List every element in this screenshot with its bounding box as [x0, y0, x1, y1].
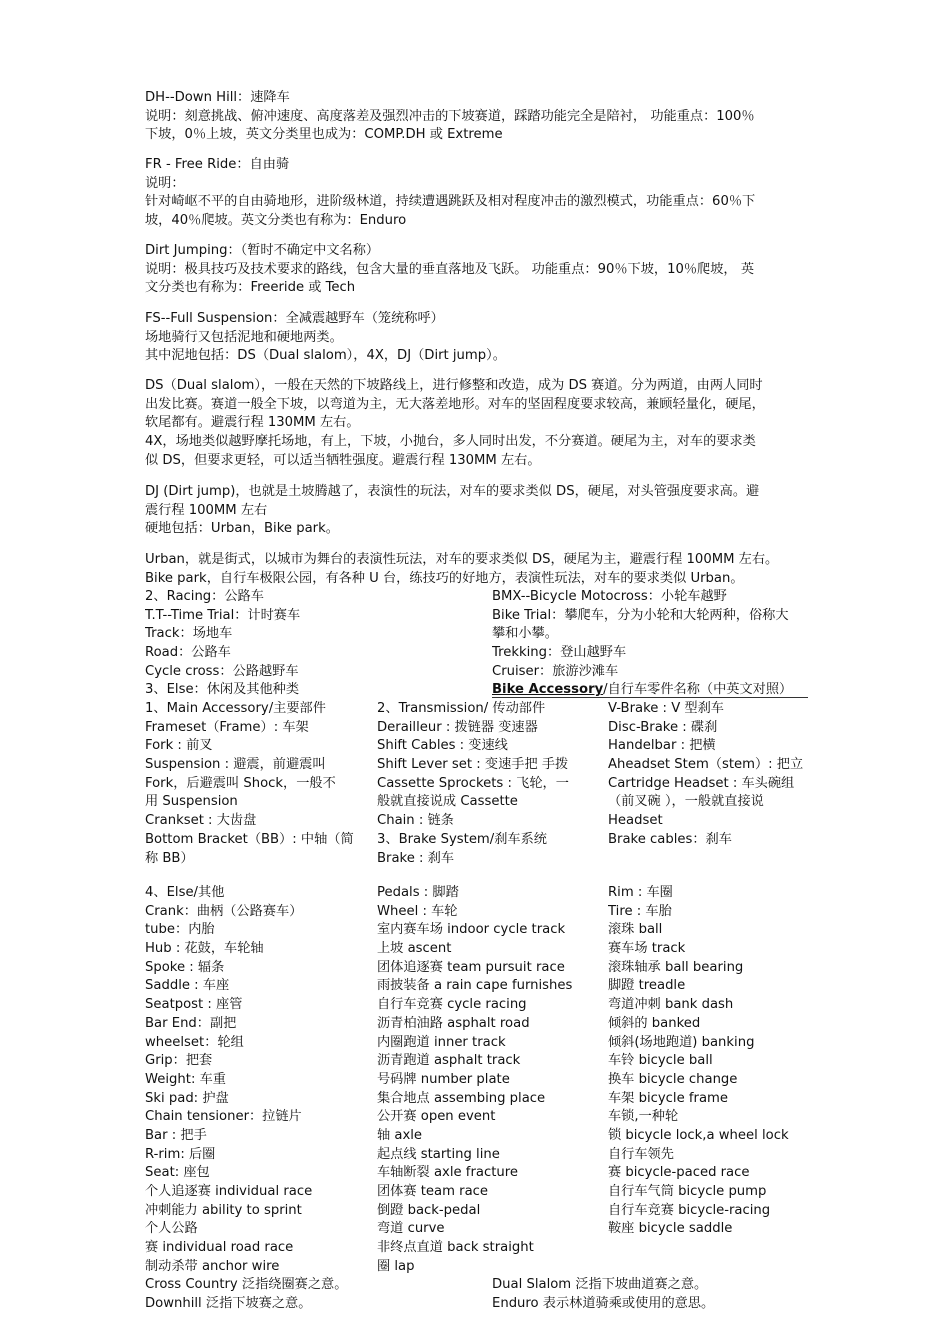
line: 弯道 curve	[377, 1221, 445, 1237]
line: 针对崎岖不平的自由骑地形，进阶级林道，持续遭遇跳跃及相对程度冲击的激烈模式，功能重点：60％下	[145, 194, 756, 210]
section-ds-4x	[145, 377, 810, 470]
line: Crank：曲柄（公路赛车）	[145, 903, 303, 919]
line: Aheadset Stem（stem）: 把立	[608, 757, 804, 773]
line: Seatpost : 座管	[145, 997, 243, 1013]
line: Tire : 车胎	[608, 903, 672, 919]
line: Bottom Bracket（BB）: 中轴（简	[145, 831, 354, 847]
line: 2、Transmission/ 传动部件	[377, 701, 546, 716]
line: 震行程 100MM 左右	[145, 502, 268, 518]
line: V-Brake : V 型刹车	[608, 701, 724, 716]
line: 说明：刻意挑战、俯冲速度、高度落差及强烈冲击的下坡赛道，踩踏功能完全是陪衬， 功能重点：100％	[145, 108, 755, 124]
line: 冲刺能力 ability to sprint	[145, 1202, 302, 1218]
line: Cassette Sprockets : 飞轮，一	[377, 775, 569, 791]
line: 号码牌 number plate	[377, 1071, 510, 1087]
line: 倒蹬 back-pedal	[377, 1202, 481, 1218]
line: Suspension : 避震，前避震叫	[145, 757, 326, 773]
parts-column-3	[608, 700, 838, 850]
line: 轴 axle	[377, 1127, 423, 1143]
line: 3、Brake System/刹车系统	[377, 831, 547, 847]
line: Crankset : 大齿盘	[145, 813, 257, 829]
line: 硬地包括：Urban，Bike park。	[145, 521, 339, 537]
line: Spoke : 辐条	[145, 959, 225, 975]
footer-right	[492, 1276, 812, 1313]
line: Chain : 链条	[377, 813, 454, 829]
line: Bike park，自行车极限公园，有各种 U 台，练技巧的好地方，表演性玩法，对车的要求类似 Urban。	[145, 570, 744, 586]
line: Bar : 把手	[145, 1127, 207, 1143]
line: 坡，40％爬坡。英文分类也有称为：Enduro	[145, 213, 407, 229]
else-column-1	[145, 884, 375, 1276]
line: Pedals : 脚踏	[377, 885, 459, 900]
line: Hub : 花鼓，车轮轴	[145, 941, 264, 957]
line: Headset	[608, 813, 663, 829]
line: 内圈跑道 inner track	[377, 1034, 506, 1050]
line: Bike Trial：攀爬车，分为小轮和大轮两种，俗称大	[492, 607, 789, 623]
line: Fork : 前叉	[145, 738, 213, 754]
line: tube：内胎	[145, 922, 215, 938]
line: 个人追逐赛 individual race	[145, 1184, 313, 1199]
line: Disc-Brake : 碟刹	[608, 719, 718, 735]
accessory-heading-bold: Bike Accessory	[492, 682, 604, 698]
line: BMX--Bicycle Motocross：小轮车越野	[492, 589, 727, 604]
line: Cycle cross：公路越野车	[145, 663, 299, 679]
line: Seat: 座包	[145, 1165, 210, 1181]
line: 称 BB）	[145, 850, 194, 866]
line: Brake : 刹车	[377, 850, 455, 866]
line: 沥青跑道 asphalt track	[377, 1053, 521, 1069]
line: 车轴断裂 axle fracture	[377, 1165, 518, 1181]
accessory-heading-rest: /自行车零件名称（中英文对照）	[603, 682, 793, 698]
section-dirt-jumping	[145, 242, 810, 298]
line: Enduro 表示林道骑乘或使用的意思。	[492, 1295, 715, 1311]
line: 攀和小攀。	[492, 626, 558, 642]
line: Shift Cables : 变速线	[377, 738, 508, 754]
line: 赛 individual road race	[145, 1240, 294, 1256]
line: Trekking：登山越野车	[492, 645, 627, 661]
section-urban	[145, 551, 810, 588]
line: 个人公路	[145, 1221, 198, 1237]
line: 沥青柏油路 asphalt road	[377, 1015, 530, 1031]
line: 出发比赛。赛道一般全下坡，以弯道为主，无大落差地形。对车的坚固程度要求较高，兼顾轻量化，硬尾，	[145, 396, 765, 412]
line: Brake cables：刹车	[608, 831, 732, 847]
else-column-2	[377, 884, 607, 1276]
line: DJ (Dirt jump)，也就是土坡腾越了，表演性的玩法，对车的要求类似 DS，硬尾，对头管强度要求高。避	[145, 484, 760, 499]
line: Shift Lever set : 变速手把 手拨	[377, 757, 569, 773]
line: 自行车气筒 bicycle pump	[608, 1184, 767, 1199]
line: 制动杀带 anchor wire	[145, 1258, 280, 1274]
line: Frameset（Frame）: 车架	[145, 719, 309, 735]
line: 倾斜(场地跑道) banking	[608, 1034, 755, 1050]
line: 室内赛车场 indoor cycle track	[377, 922, 566, 938]
line: Cruiser：旅游沙滩车	[492, 663, 619, 679]
types-right-column	[492, 588, 812, 700]
line: 脚蹬 treadle	[608, 978, 686, 994]
line: 锁 bicycle lock,a wheel lock	[608, 1127, 789, 1143]
line: 车锁,一种轮	[608, 1109, 679, 1125]
line: Wheel : 车轮	[377, 903, 458, 919]
heading-rule	[492, 697, 808, 698]
line: 团体追逐赛 team pursuit race	[377, 959, 565, 975]
line: 赛 bicycle-paced race	[608, 1165, 750, 1181]
line: Rim : 车圈	[608, 885, 673, 900]
section-fr	[145, 156, 810, 231]
line: 3、Else：休闲及其他种类	[145, 682, 300, 698]
line: 1、Main Accessory/主要部件	[145, 701, 326, 716]
line: Cartridge Headset : 车头碗组	[608, 775, 795, 791]
line: 文分类也有称为：Freeride 或 Tech	[145, 280, 356, 296]
line: 2、Racing：公路车	[145, 589, 264, 604]
line: 车架 bicycle frame	[608, 1090, 728, 1106]
line: 倾斜的 banked	[608, 1015, 701, 1031]
line: Chain tensioner：拉链片	[145, 1109, 302, 1125]
line: wheelset：轮组	[145, 1034, 244, 1050]
line: 弯道冲刺 bank dash	[608, 997, 734, 1013]
line: 赛车场 track	[608, 941, 686, 957]
line: T.T--Time Trial：计时赛车	[145, 607, 301, 623]
line: 换车 bicycle change	[608, 1071, 738, 1087]
line: 般就直接说成 Cassette	[377, 794, 518, 810]
line: 圈 lap	[377, 1258, 415, 1274]
types-left-column	[145, 588, 475, 700]
line: （前叉碗 ），一般就直接说	[608, 794, 764, 810]
line: Urban，就是街式，以城市为舞台的表演性玩法，对车的要求类似 DS，硬尾为主，避震行程 100MM 左右。	[145, 552, 779, 567]
line: 似 DS，但要求更轻，可以适当牺牲强度。避震行程 130MM 左右。	[145, 452, 541, 468]
line: 集合地点 assembing place	[377, 1090, 546, 1106]
line: Track：场地车	[145, 626, 233, 642]
line: Saddle : 车座	[145, 978, 230, 994]
line: 场地骑行又包括泥地和硬地两类。	[145, 329, 343, 345]
line: 自行车竞赛 cycle racing	[377, 997, 527, 1013]
line: 用 Suspension	[145, 794, 238, 810]
line: 软尾都有。避震行程 130MM 左右。	[145, 415, 360, 431]
line: R-rim: 后圈	[145, 1146, 216, 1162]
line: Dual Slalom 泛指下坡曲道赛之意。	[492, 1277, 708, 1292]
line: 说明：	[145, 175, 185, 191]
section-dj	[145, 483, 810, 539]
else-column-3	[608, 884, 838, 1239]
footer-left	[145, 1276, 475, 1313]
line: FR - Free Ride：自由骑	[145, 157, 290, 172]
line: 滚珠轴承 ball bearing	[608, 959, 744, 975]
line: Ski pad: 护盘	[145, 1090, 229, 1106]
line: Grip：把套	[145, 1053, 213, 1069]
line: 自行车竞赛 bicycle-racing	[608, 1202, 771, 1218]
line: 说明：极具技巧及技术要求的路线，包含大量的垂直落地及飞跃。 功能重点：90％下坡，10％爬坡， 英	[145, 261, 755, 277]
line: 自行车领先	[608, 1146, 674, 1162]
line: 起点线 starting line	[377, 1146, 500, 1162]
line: DS（Dual slalom），一般在天然的下坡路线上，进行修整和改造，成为 DS 赛道。分为两道，由两人同时	[145, 378, 763, 393]
line: 上坡 ascent	[377, 941, 452, 957]
section-fs	[145, 310, 810, 366]
line: Handelbar : 把横	[608, 738, 716, 754]
line: Weight: 车重	[145, 1071, 226, 1087]
line: DH--Down Hill：速降车	[145, 90, 290, 105]
line: Cross Country 泛指绕圈赛之意。	[145, 1277, 348, 1292]
line: 公开赛 open event	[377, 1109, 496, 1125]
line: Dirt Jumping：（暂时不确定中文名称）	[145, 243, 380, 258]
line: Derailleur : 拨链器 变速器	[377, 719, 538, 735]
line: 团体赛 team race	[377, 1184, 489, 1199]
line: Bar End：副把	[145, 1015, 237, 1031]
line: 滚珠 ball	[608, 922, 663, 938]
line: 4X，场地类似越野摩托场地，有上，下坡，小抛台，多人同时出发，不分赛道。硬尾为主，对车的要求类	[145, 434, 756, 450]
parts-column-1	[145, 700, 375, 868]
line: 下坡，0％上坡，英文分类里也成为：COMP.DH 或 Extreme	[145, 127, 503, 143]
line: Fork，后避震叫 Shock，一般不	[145, 775, 336, 791]
line: FS--Full Suspension：全减震越野车（笼统称呼）	[145, 311, 444, 326]
line: 鞍座 bicycle saddle	[608, 1221, 733, 1237]
line: 雨披装备 a rain cape furnishes	[377, 978, 573, 994]
line: 车铃 bicycle ball	[608, 1053, 713, 1069]
section-dh	[145, 89, 810, 145]
line: Downhill 泛指下坡赛之意。	[145, 1295, 312, 1311]
line: 4、Else/其他	[145, 885, 225, 900]
line: 非终点直道 back straight	[377, 1240, 534, 1256]
parts-column-2	[377, 700, 607, 868]
line: Road：公路车	[145, 645, 231, 661]
line: 其中泥地包括：DS（Dual slalom），4X，DJ（Dirt jump）。	[145, 348, 506, 364]
